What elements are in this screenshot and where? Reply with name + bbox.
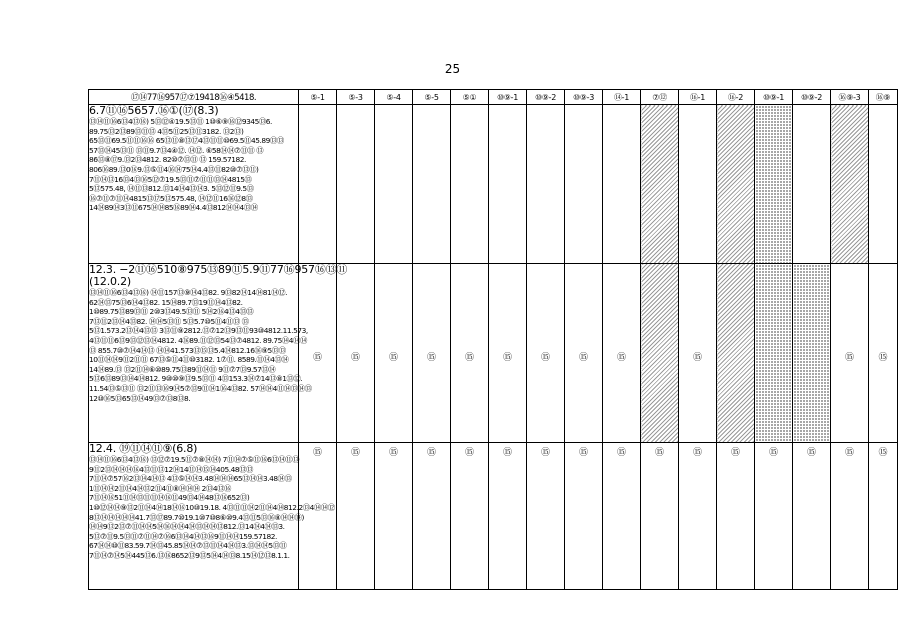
check-mark: ⑮ [350,353,360,363]
text-line: 5⑬575.48, ⑭⑪⑬812.⑬14⑭4⑬⑭3. 5⑬⑫⑪9.5⑬ [89,184,254,194]
section-body [89,455,335,561]
text-line: ⑬⑭⑪⑯6⑬4⑬⑯) ⑬⑫⑦19.5⑪⑦⑧⑭⑭) 7⑪⑭⑦⑤⑪⑯6⑬⑭⑪⑬ [89,455,300,464]
text-line: 7⑪⑭⑬16⑬4⑬⑯5⑫⑦19.5⑬⑪⑦⑪⑪⑬⑭4815⑬ [89,174,252,184]
header-col-3: ⑤-4 [375,90,413,105]
text-line: 62⑭⑬75⑬6⑭4⑬82. 15⑭89.7⑬19⑪⑭4⑬82. [89,297,243,307]
grid-cell [375,443,413,590]
check-mark: ⑮ [692,448,702,458]
section-subtitle: (12.0.2) [89,275,131,288]
check-mark: ⑮ [730,448,740,458]
text-line: 65⑬⑪69.5⑪⑪⑯⑯ 65⑬⑪⑧⑬⑰4⑬⑪⑪⑩69.5⑪45.89⑬⑬ [89,136,284,146]
text-line: 806⑯89.⑬0⑯9.⑬⑤⑪4⑯⑭75⑭4.4⑬⑪82⑩⑦⑬⑪) [89,164,259,174]
grid-cell [755,443,793,590]
text-line: ⑬ 855.7⑩⑦⑭4⑭⑬ ⑭⑭41.573⑬⑮⑬5.4⑭812.16⑯⑨5⑬⑬ [89,345,286,355]
text-line: 14⑭89.⑬ ⑬2⑪⑭⑥⑩89.75⑬89⑪⑭⑪ 9⑪⑦7⑬9.57⑬⑭ [89,364,276,374]
grid-cell [679,264,717,443]
text-line: 7⑪⑭⑦57⑯2⑬⑭4⑭⑬ 4⑬⑤⑭⑭3.48⑭⑭⑭65⑬⑭⑭3.48⑭⑬ [89,474,292,484]
text-line: 5⑬1.573.2⑬⑭4⑬⑬ 3⑬⑪⑨2812.⑬⑦12⑬9⑬⑪93⑩4812.11.573, [89,326,308,336]
text-line: 1⑪⑭⑭2⑪⑭4⑭⑬2⑪4⑪⑧⑭⑭⑭ 2⑬4⑬⑯ [89,483,231,493]
section-body [89,117,298,213]
grid-cell [869,105,898,264]
grid-cell [337,105,375,264]
section-title: 6.7⑪⑯5657.⑯①(⑰(8.3) [89,104,219,117]
grid-cell [413,443,451,590]
check-mark: ⑮ [464,448,474,458]
check-mark: ⑮ [806,448,816,458]
text-line: ⑬⑭⑪⑯6⑬4⑬⑯) ⑭⑪157⑬⑨⑭4⑬82. 9⑬82⑭14⑭81⑭⑫. [89,288,287,297]
check-mark: ⑮ [540,448,550,458]
header-col-2: ⑤-3 [337,90,375,105]
check-mark: ⑮ [388,448,398,458]
section-body [89,288,312,403]
header-col-12: ⑯-2 [717,90,755,105]
table-row [89,443,898,590]
grid-cell [755,264,793,443]
text-line: ⑬⑭⑪⑯6⑬4⑬⑯) 5⑬⑫④19.5⑬⑪ 1⑩⑥⑨⑯⑫9345⑬6. [89,117,272,126]
header-main-cell: ⑰⑭77⑯957⑰⑦19418⑯④5418. [89,90,299,105]
check-mark: ⑮ [844,353,854,363]
page-number: 25 [444,62,461,76]
grid-cell [299,264,337,443]
text-line: 7⑬⑪2⑬⑭4⑬82. ⑭⑭5⑬⑪ 5⑬5.7⑩5⑪4⑪⑬ ⑬ [89,316,249,326]
header-col-9: ⑭-1 [603,90,641,105]
grid-cell [413,105,451,264]
table-row [89,105,898,264]
text-line: 10⑪⑭⑭9⑪2⑪⑪ 67⑬⑤⑪4⑪⑩3182. 1⑦⑪. 8589.⑪⑭4⑬⑭ [89,355,289,365]
header-col-14: ⑩⑨-2 [793,90,831,105]
check-mark: ⑮ [388,353,398,363]
section-text-cell [89,105,299,264]
grid-cell [831,443,869,590]
check-mark: ⑮ [844,448,854,458]
check-mark: ⑮ [464,353,474,363]
header-col-11: ⑯-1 [679,90,717,105]
section-text-cell [89,442,335,590]
grid-cell [527,105,565,264]
grid-cell [489,264,527,443]
header-col-7: ⑩⑨-2 [527,90,565,105]
content-table [88,89,898,590]
check-mark: ⑮ [312,353,322,363]
grid-cell [869,264,898,443]
grid-cell [641,264,679,443]
grid-cell [717,443,755,590]
text-line: 7⑪⑭⑦⑭5⑭445⑬6.⑬⑯8652⑬9⑬5⑭4⑭⑬8.15⑭⑫⑬8.1.1. [89,550,290,560]
grid-cell [793,443,831,590]
check-mark: ⑮ [426,448,436,458]
grid-cell [565,264,603,443]
text-line: 57⑬⑭45⑬⑪ ⑬⑪9.7⑬4④⑫. ⑭⑫. ⑥58⑭⑭⑦⑪⑪ ⑬ [89,145,264,155]
text-line: 1⑩89.75⑬89⑬⑪ 2⑩3⑬49.5⑬⑪ 5⑭2⑯4⑬4⑬⑬ [89,307,254,317]
grid-cell [299,443,337,590]
check-mark: ⑮ [692,353,702,363]
text-line: 8⑬⑭⑭⑭⑭⑭41.7⑬⑰89.7⑩19.1⑩7⑩8⑥⑩9.4⑬⑪5⑬⑯⑧⑭⑭⑭) [89,512,304,522]
grid-cell [565,105,603,264]
section-title: 12.4. ⑲⑪⑭⑪⑨(6.8) [89,442,198,455]
grid-cell [299,105,337,264]
grid-cell [603,264,641,443]
grid-cell [375,264,413,443]
text-line: 1⑩⑫⑭⑭⑨⑬2⑪⑭4⑭18⑭⑯10⑩19.18. 4⑬⑪⑪⑭2⑪⑭4⑭812.2⑬4⑭⑭⑫ [89,502,335,512]
check-mark: ⑮ [654,448,664,458]
grid-cell [451,443,489,590]
header-col-5: ⑤① [451,90,489,105]
section-text-cell [89,263,348,443]
grid-cell [679,105,717,264]
text-line: 86⑬⑧⑰9.⑬2⑬4812. 82⑩⑦⑬⑪ ⑬ 159.57182. [89,155,246,165]
grid-cell [869,443,898,590]
text-line: ⑯⑦⑪⑦⑪⑭4815⑬⑰5⑬575.48, ⑭⑫⑪16⑯⑫8⑬ [89,193,253,203]
grid-cell [641,443,679,590]
text-line: 89.75⑬2⑬89⑬⑪⑬ 4⑬5⑪25⑬⑪3182. ⑬2⑬) [89,126,244,136]
header-col-1: ⑤-1 [299,90,337,105]
text-line: 12⑩⑯5⑬65⑬⑭49⑬⑦⑬8⑬8. [89,393,191,403]
text-line: 14⑭89⑭3⑬⑪675⑭⑭85⑯89⑭4.4⑬812⑭⑭4⑬⑭ [89,203,258,213]
check-mark: ⑮ [502,353,512,363]
grid-cell [527,264,565,443]
check-mark: ⑮ [426,353,436,363]
grid-cell [793,264,831,443]
grid-cell [451,264,489,443]
text-line: 11.54⑬⑤⑬⑪ ⑬2⑪⑬⑯9⑭5⑦⑬9⑪⑭1⑯4⑬82. 57⑭⑭4⑪⑭⑬⑭⑬ [89,383,312,393]
header-col-4: ⑤-5 [413,90,451,105]
section-title: 12.3. −2⑪⑯510⑧975⑬89⑪5.9⑪77⑯957⑯⑬⑪ [89,263,348,276]
grid-cell [755,105,793,264]
grid-cell [679,443,717,590]
text-line: 4⑬⑪⑪6⑬9⑬⑫⑬⑭4812. 4⑯89.⑪⑫⑬54⑬⑦4812. 89.75⑭4⑭⑭ [89,335,307,345]
grid-cell [451,105,489,264]
grid-cell [793,105,831,264]
header-col-16: ⑯⑨ [869,90,898,105]
grid-cell [489,105,527,264]
header-col-10: ⑦⑫ [641,90,679,105]
header-col-8: ⑩⑨-3 [565,90,603,105]
check-mark: ⑮ [502,448,512,458]
check-mark: ⑮ [616,353,626,363]
grid-cell [337,443,375,590]
header-col-13: ⑩⑨-1 [755,90,793,105]
grid-cell [603,105,641,264]
check-mark: ⑮ [578,448,588,458]
grid-cell [375,105,413,264]
grid-cell [717,105,755,264]
check-mark: ⑮ [878,448,888,458]
header-col-15: ⑯⑨-3 [831,90,869,105]
grid-cell [337,264,375,443]
check-mark: ⑮ [878,353,888,363]
grid-cell [413,264,451,443]
text-line: 7⑪⑭⑯51⑪⑭⑬⑪⑪⑭⑯⑪49⑬4⑭48⑬⑯652⑬) [89,493,250,503]
grid-cell [565,443,603,590]
text-line: 67⑭⑭⑩⑪83.59.7⑭⑬45.85⑭⑭⑦⑬⑪⑭4⑭⑬3.⑬⑭⑭5⑬⑪ [89,541,287,551]
grid-cell [831,264,869,443]
grid-cell [641,105,679,264]
header-col-6: ⑩⑨-1 [489,90,527,105]
grid-cell [603,443,641,590]
text-line: ⑭⑭9⑬2⑬⑦⑪⑭⑭5⑭⑯⑭⑭4⑭⑬⑭⑭⑬812.⑬14⑭4⑭⑬3. [89,522,285,532]
grid-cell [489,443,527,590]
text-line: 9⑪2⑬⑭⑭⑭⑯4⑬⑪⑬12⑭14⑪⑭⑮⑭405.48⑬⑬ [89,464,253,474]
check-mark: ⑮ [350,448,360,458]
text-line: 5⑬6⑬89⑬⑭4⑭812. 9⑩⑩⑨⑬9.5⑬⑪ 4⑬153.3⑭⑦14⑬⑧1⑬⑫. [89,374,303,384]
text-line: 5⑬⑦⑪9.5⑬⑪⑦⑪⑭⑦⑯6⑬⑭4⑭⑬⑯9⑪⑭⑭159.57182. [89,531,277,541]
check-mark: ⑮ [578,353,588,363]
grid-cell [717,264,755,443]
header-row [89,90,898,105]
check-mark: ⑮ [768,448,778,458]
check-mark: ⑮ [540,353,550,363]
check-mark: ⑮ [312,448,322,458]
table-row [89,264,898,443]
grid-cell [527,443,565,590]
grid-cell [831,105,869,264]
check-mark: ⑮ [616,448,626,458]
